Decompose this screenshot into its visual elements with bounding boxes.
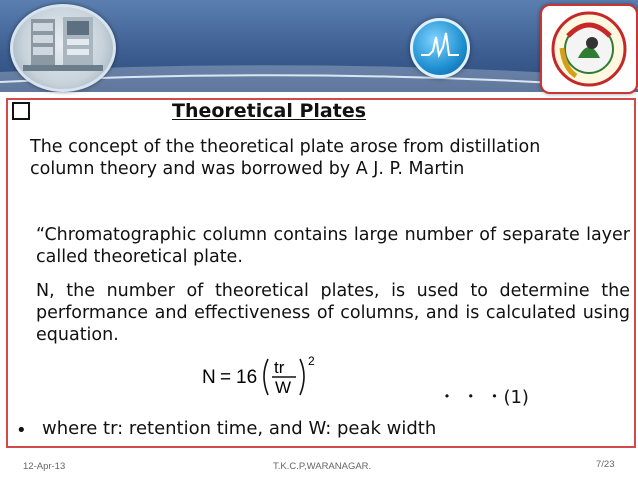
equation-lhs: N bbox=[202, 367, 216, 388]
where-definition: where tr: retention time, and W: peak width bbox=[42, 418, 437, 439]
equation-equals: = bbox=[220, 367, 232, 388]
checkbox-bullet-icon bbox=[12, 102, 30, 120]
paragraph-n-definition: N, the number of theoretical plates, is used to determine the performance and effectiveness of columns, and is calculated using equation. bbox=[36, 281, 630, 345]
equation-numerator: tr bbox=[274, 358, 285, 377]
equation-denominator: W bbox=[275, 378, 292, 397]
chromatogram-logo-icon bbox=[410, 18, 470, 78]
paragraph-concept: The concept of the theoretical plate arose from distillation column theory and was borrowed by A J. P. Martin bbox=[30, 137, 541, 179]
footer-institution: T.K.C.P,WARANAGAR. bbox=[273, 461, 372, 472]
equation-number: ・ ・ ・(1) bbox=[438, 387, 529, 408]
bullet-dot: • bbox=[16, 420, 27, 441]
paragraph-chromatographic-column: “Chromatographic column contains large number of separate layer called theoretical plate. bbox=[36, 225, 630, 267]
slide-title: Theoretical Plates bbox=[172, 100, 367, 122]
equation-formula bbox=[198, 353, 374, 399]
slide-header bbox=[0, 0, 638, 92]
footer-date: 12-Apr-13 bbox=[23, 461, 66, 472]
footer-page-number: 7/23 bbox=[596, 459, 615, 470]
college-seal-logo bbox=[540, 4, 638, 94]
equation-exponent: 2 bbox=[308, 354, 315, 368]
equation-coefficient: 16 bbox=[236, 367, 258, 388]
slide-content-frame bbox=[6, 98, 636, 448]
lab-instrument-photo bbox=[10, 4, 116, 92]
